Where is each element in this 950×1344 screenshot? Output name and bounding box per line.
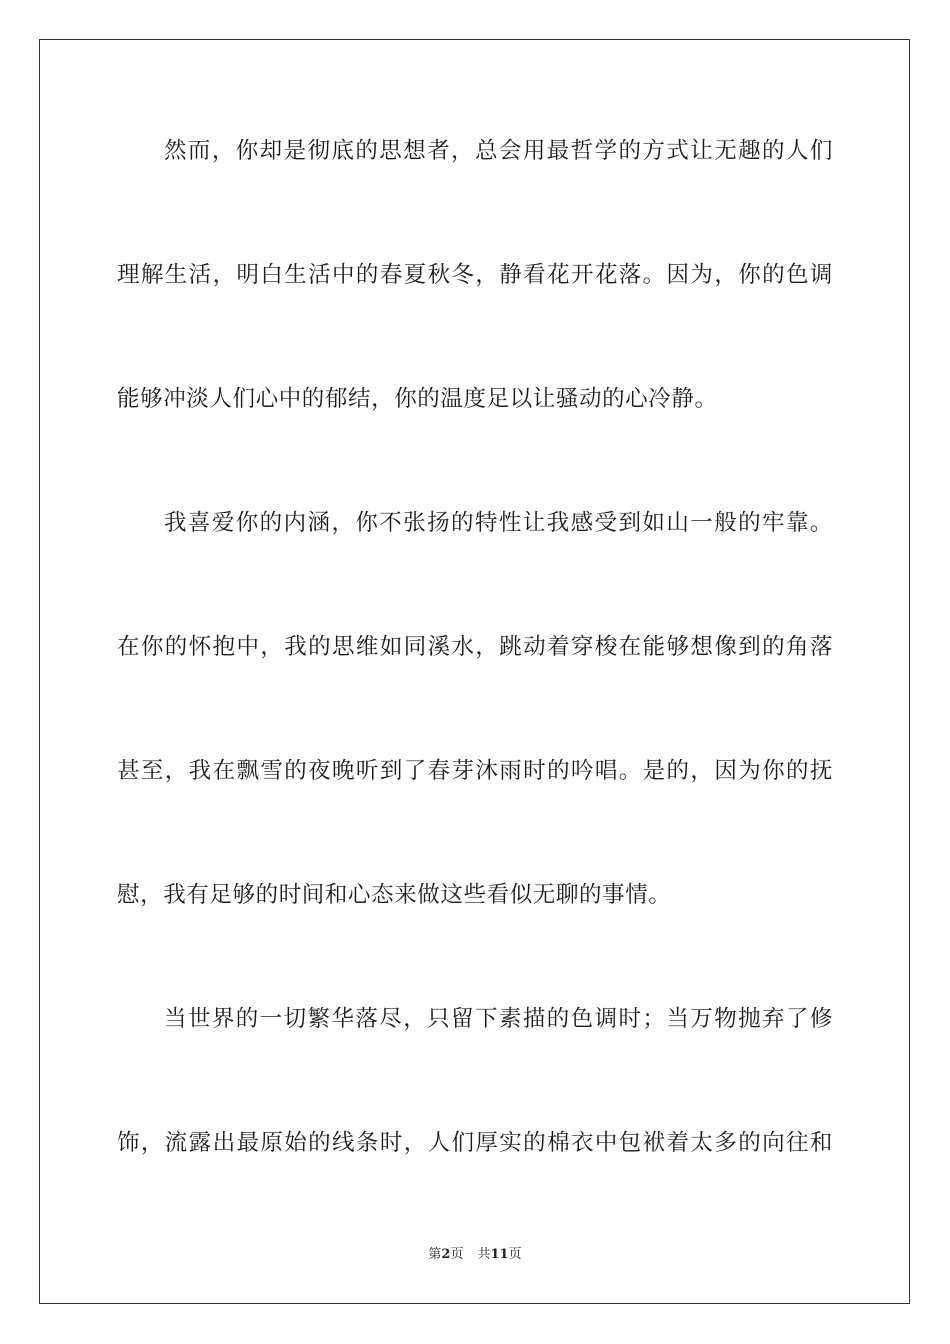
paragraph-1-line-2: 理解生活，明白生活中的春夏秋冬，静看花开花落。因为，你的色调 bbox=[117, 262, 833, 288]
paragraph-1-line-3: 能够冲淡人们心中的郁结，你的温度足以让骚动的心冷静。 bbox=[117, 386, 718, 412]
total-prefix: 共 bbox=[477, 1247, 491, 1262]
page-suffix: 页 bbox=[450, 1247, 464, 1262]
paragraph-2-line-3: 甚至，我在飘雪的夜晚听到了春芽沐雨时的吟唱。是的，因为你的抚 bbox=[117, 758, 833, 784]
total-pages: 11 bbox=[490, 1247, 509, 1262]
total-suffix: 页 bbox=[508, 1247, 522, 1262]
page-prefix: 第 bbox=[428, 1247, 442, 1262]
page-footer bbox=[0, 1246, 950, 1264]
paragraph-3-line-1: 当世界的一切繁华落尽，只留下素描的色调时；当万物抛弃了修 bbox=[164, 1006, 833, 1032]
page-border bbox=[39, 39, 910, 1304]
paragraph-3-line-2: 饰，流露出最原始的线条时，人们厚实的棉衣中包袱着太多的向往和 bbox=[117, 1130, 833, 1156]
page-number: 2 bbox=[441, 1247, 451, 1262]
paragraph-1-line-1: 然而，你却是彻底的思想者，总会用最哲学的方式让无趣的人们 bbox=[164, 138, 833, 164]
paragraph-2-line-2: 在你的怀抱中，我的思维如同溪水，跳动着穿梭在能够想像到的角落 bbox=[117, 634, 833, 660]
paragraph-2-line-1: 我喜爱你的内涵，你不张扬的特性让我感受到如山一般的牢靠。 bbox=[164, 510, 833, 536]
paragraph-2-line-4: 慰，我有足够的时间和心态来做这些看似无聊的事情。 bbox=[117, 882, 672, 908]
